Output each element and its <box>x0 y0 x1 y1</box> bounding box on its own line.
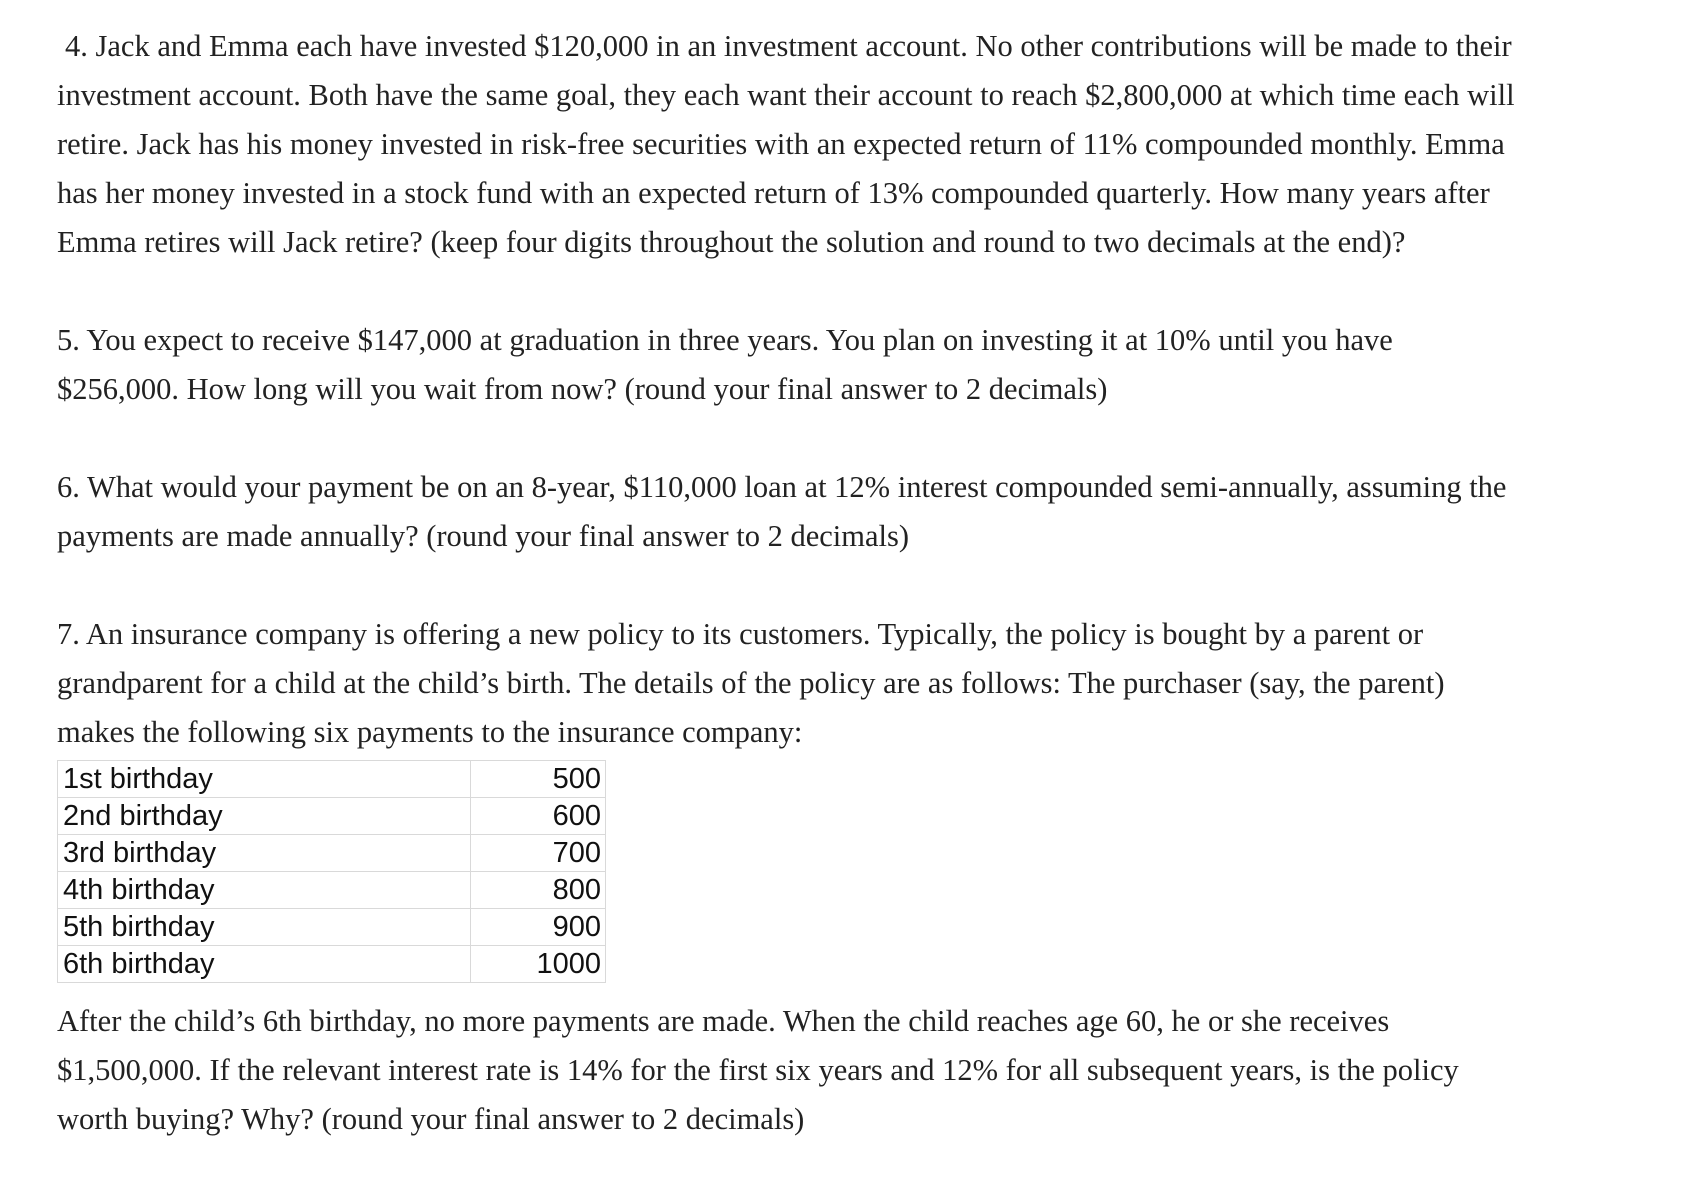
clipped-text-line <box>57 1198 927 1204</box>
question-6: 6. What would your payment be on an 8-year, $110,000 loan at 12% interest compounded semi-annually, assuming the payments are made annually? (round your final answer to 2 decimals) <box>57 470 1507 553</box>
spacer <box>57 267 1517 316</box>
spacer <box>57 414 1517 463</box>
payment-label: 6th birthday <box>58 946 471 983</box>
payment-amount: 900 <box>471 909 606 946</box>
payment-label: 1st birthday <box>58 761 471 798</box>
payments-table <box>57 760 606 983</box>
question-4: 4. Jack and Emma each have invested $120,000 in an investment account. No other contributions will be made to their investment account. Both have the same goal, they each want their account to reach $2,800,000 at which time each will retire. Jack has his money invested in risk-free securities with an expected return of 11% compounded monthly. Emma has her money invested in a stock fund with an expected return of 13% compounded quarterly. How many years after Emma retires will Jack retire? (keep four digits throughout the solution and round to two decimals at the end)? <box>57 29 1515 259</box>
payment-amount: 500 <box>471 761 606 798</box>
payment-amount: 700 <box>471 835 606 872</box>
table-row <box>58 946 606 983</box>
payment-label: 2nd birthday <box>58 798 471 835</box>
payment-amount: 600 <box>471 798 606 835</box>
question-7-after: After the child’s 6th birthday, no more payments are made. When the child reaches age 60, he or she receives $1,500,000. If the relevant interest rate is 14% for the first six years and 12% for all subsequent years, is the policy worth buying? Why? (round your final answer to 2 decimals) <box>57 1004 1459 1136</box>
table-row <box>58 872 606 909</box>
question-7-intro: 7. An insurance company is offering a new policy to its customers. Typically, the policy is bought by a parent or grandparent for a child at the child’s birth. The details of the policy are as follows: The purchaser (say, the parent) makes the following six payments to the insurance company: <box>57 617 1445 749</box>
payment-label: 5th birthday <box>58 909 471 946</box>
payment-label: 4th birthday <box>58 872 471 909</box>
spacer <box>57 561 1517 610</box>
table-row <box>58 835 606 872</box>
document-page <box>57 22 1517 1144</box>
payment-amount: 1000 <box>471 946 606 983</box>
payment-label: 3rd birthday <box>58 835 471 872</box>
table-row <box>58 909 606 946</box>
payment-amount: 800 <box>471 872 606 909</box>
table-row <box>58 798 606 835</box>
question-5: 5. You expect to receive $147,000 at graduation in three years. You plan on investing it at 10% until you have $256,000. How long will you wait from now? (round your final answer to 2 decimals) <box>57 323 1393 406</box>
table-row <box>58 761 606 798</box>
